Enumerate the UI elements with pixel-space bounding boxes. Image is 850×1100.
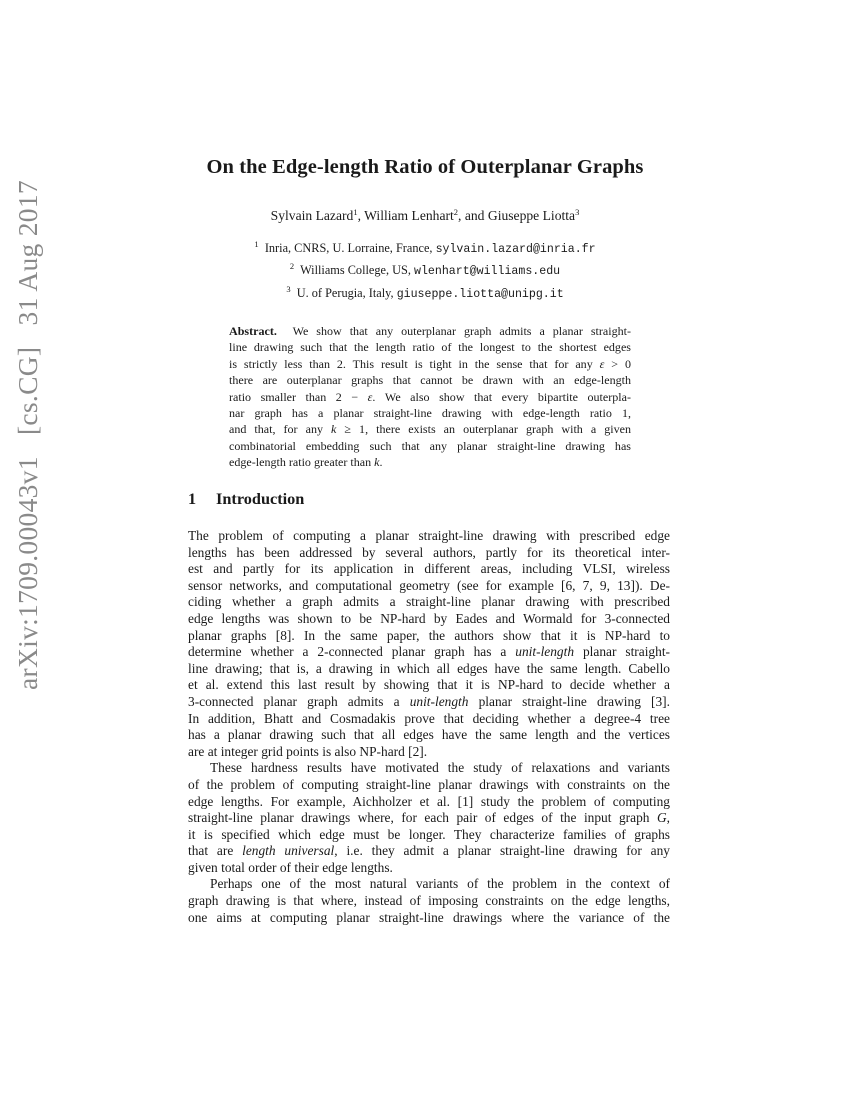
text-line: are at integer grid points is also NP-hard [2]. — [188, 743, 428, 759]
affiliation-item — [0, 236, 850, 258]
text-line: straight-line planar drawings where, for each pair of edges of the input graph G, — [188, 810, 670, 826]
text-line: line drawing; that is, a drawing in which all edges have the same length. Cabello — [188, 660, 670, 676]
affiliation-text: U. of Perugia, Italy, — [296, 285, 397, 300]
section-heading — [188, 489, 304, 509]
paragraph — [188, 528, 670, 760]
author-affiliation-mark: 2 — [453, 207, 459, 217]
abstract-line: edge-length ratio greater than k. — [229, 455, 383, 470]
arxiv-category: [cs.CG] — [12, 346, 43, 436]
body-text — [188, 528, 670, 926]
abstract-line: is strictly less than 2. This result is tight in the sense that for any ε > 0 — [229, 356, 631, 371]
affiliation-item — [0, 258, 850, 280]
author-affiliation-mark: 3 — [575, 207, 580, 217]
arxiv-date: 31 Aug 2017 — [12, 180, 43, 326]
abstract-line: line drawing such that the length ratio of the longest to the shortest edges — [229, 340, 631, 355]
affiliation-email[interactable]: giuseppe.liotta@unipg.it — [396, 287, 564, 301]
affiliation-mark: 2 — [289, 261, 295, 272]
text-line: that are length universal, i.e. they admit a planar straight-line drawing for any — [188, 843, 670, 859]
affiliation-email[interactable]: sylvain.lazard@inria.fr — [435, 243, 596, 256]
author-list — [0, 207, 850, 224]
text-line: lengths has been addressed by several authors, partly for its theoretical inter- — [188, 544, 670, 560]
text-line: The problem of computing a planar straight-line drawing with prescribed edge — [188, 528, 670, 543]
text-line: it is specified which edge must be longer. They characterize families of graphs — [188, 826, 670, 842]
paper-title: On the Edge-length Ratio of Outerplanar Graphs — [206, 156, 644, 178]
text-line: edge lengths was shown to be NP-hard by Eades and Wormald for 3-connected — [188, 610, 670, 626]
affiliation-list — [0, 236, 850, 303]
text-line: 3-connected planar graph admits a unit-length planar straight-line drawing [3]. — [188, 693, 670, 709]
abstract — [229, 323, 631, 471]
author-separator: , and — [458, 208, 488, 223]
author-name: Giuseppe Liotta — [487, 208, 576, 223]
affiliation-mark: 1 — [254, 239, 259, 249]
arxiv-id: arXiv:1709.00043v1 — [12, 456, 43, 690]
text-line: et al. extend this last result by showing that it is NP-hard to decide whether a — [188, 677, 670, 693]
author-separator: , — [357, 208, 365, 223]
text-line: given total order of their edge lengths. — [188, 859, 393, 875]
abstract-line: Abstract. We show that any outerplanar graph admits a planar straight- — [229, 324, 631, 338]
text-line: est and partly for its application in different areas, including VLSI, wireless — [188, 561, 670, 577]
abstract-line: combinatorial embedding such that any planar straight-line drawing has — [229, 438, 631, 453]
affiliation-item — [0, 281, 850, 303]
text-line: determine whether a 2-connected planar graph has a unit-length planar straight- — [188, 644, 671, 660]
abstract-line: nar graph has a planar straight-line drawing with edge-length ratio 1, — [229, 406, 631, 421]
affiliation-text: Williams College, US, — [300, 263, 414, 278]
text-line: In addition, Bhatt and Cosmadakis prove that deciding whether a degree-4 tree — [188, 710, 670, 726]
text-line: edge lengths. For example, Aichholzer et al. [1] study the problem of computing — [188, 793, 670, 809]
text-line: Perhaps one of the most natural variants of the problem in the context of — [210, 876, 670, 892]
affiliation-text: Inria, CNRS, U. Lorraine, France, — [264, 241, 436, 255]
abstract-line: ratio smaller than 2 − ε. We also show that every bipartite outerpla- — [229, 389, 631, 404]
author-name: Sylvain Lazard — [270, 208, 354, 223]
text-line: one aims at computing planar straight-line drawings where the variance of the — [188, 909, 670, 925]
section-number: 1 — [188, 489, 197, 508]
abstract-line: there are outerplanar graphs that cannot be drawn with an edge-length — [229, 373, 631, 388]
abstract-line: and that, for any k ≥ 1, there exists an outerplanar graph with a given — [229, 422, 631, 437]
text-line: These hardness results have motivated the study of relaxations and variants — [210, 760, 670, 776]
text-line: sensor networks, and computational geometry (see for example [6, 7, 9, 13]). De- — [188, 577, 670, 593]
text-line: has a planar drawing such that all edges have the same length and the vertices — [188, 727, 670, 743]
text-line: planar graphs [8]. In the same paper, the authors show that it is NP-hard to — [188, 627, 670, 643]
affiliation-email[interactable]: wlenhart@williams.edu — [414, 265, 561, 279]
affiliation-mark: 3 — [286, 283, 291, 294]
paragraph — [188, 760, 670, 876]
paragraph — [188, 876, 670, 926]
section-title: Introduction — [216, 489, 305, 508]
author-affiliation-mark: 1 — [353, 207, 358, 217]
text-line: graph drawing is that where, instead of imposing constraints on the edge lengths, — [188, 893, 670, 909]
text-line: ciding whether a graph admits a straight-line planar drawing with prescribed — [188, 594, 670, 610]
text-line: of the problem of computing straight-line planar drawings with constraints on the — [188, 776, 670, 792]
author-name: William Lenhart — [364, 208, 454, 223]
abstract-label: Abstract. — [229, 324, 277, 338]
